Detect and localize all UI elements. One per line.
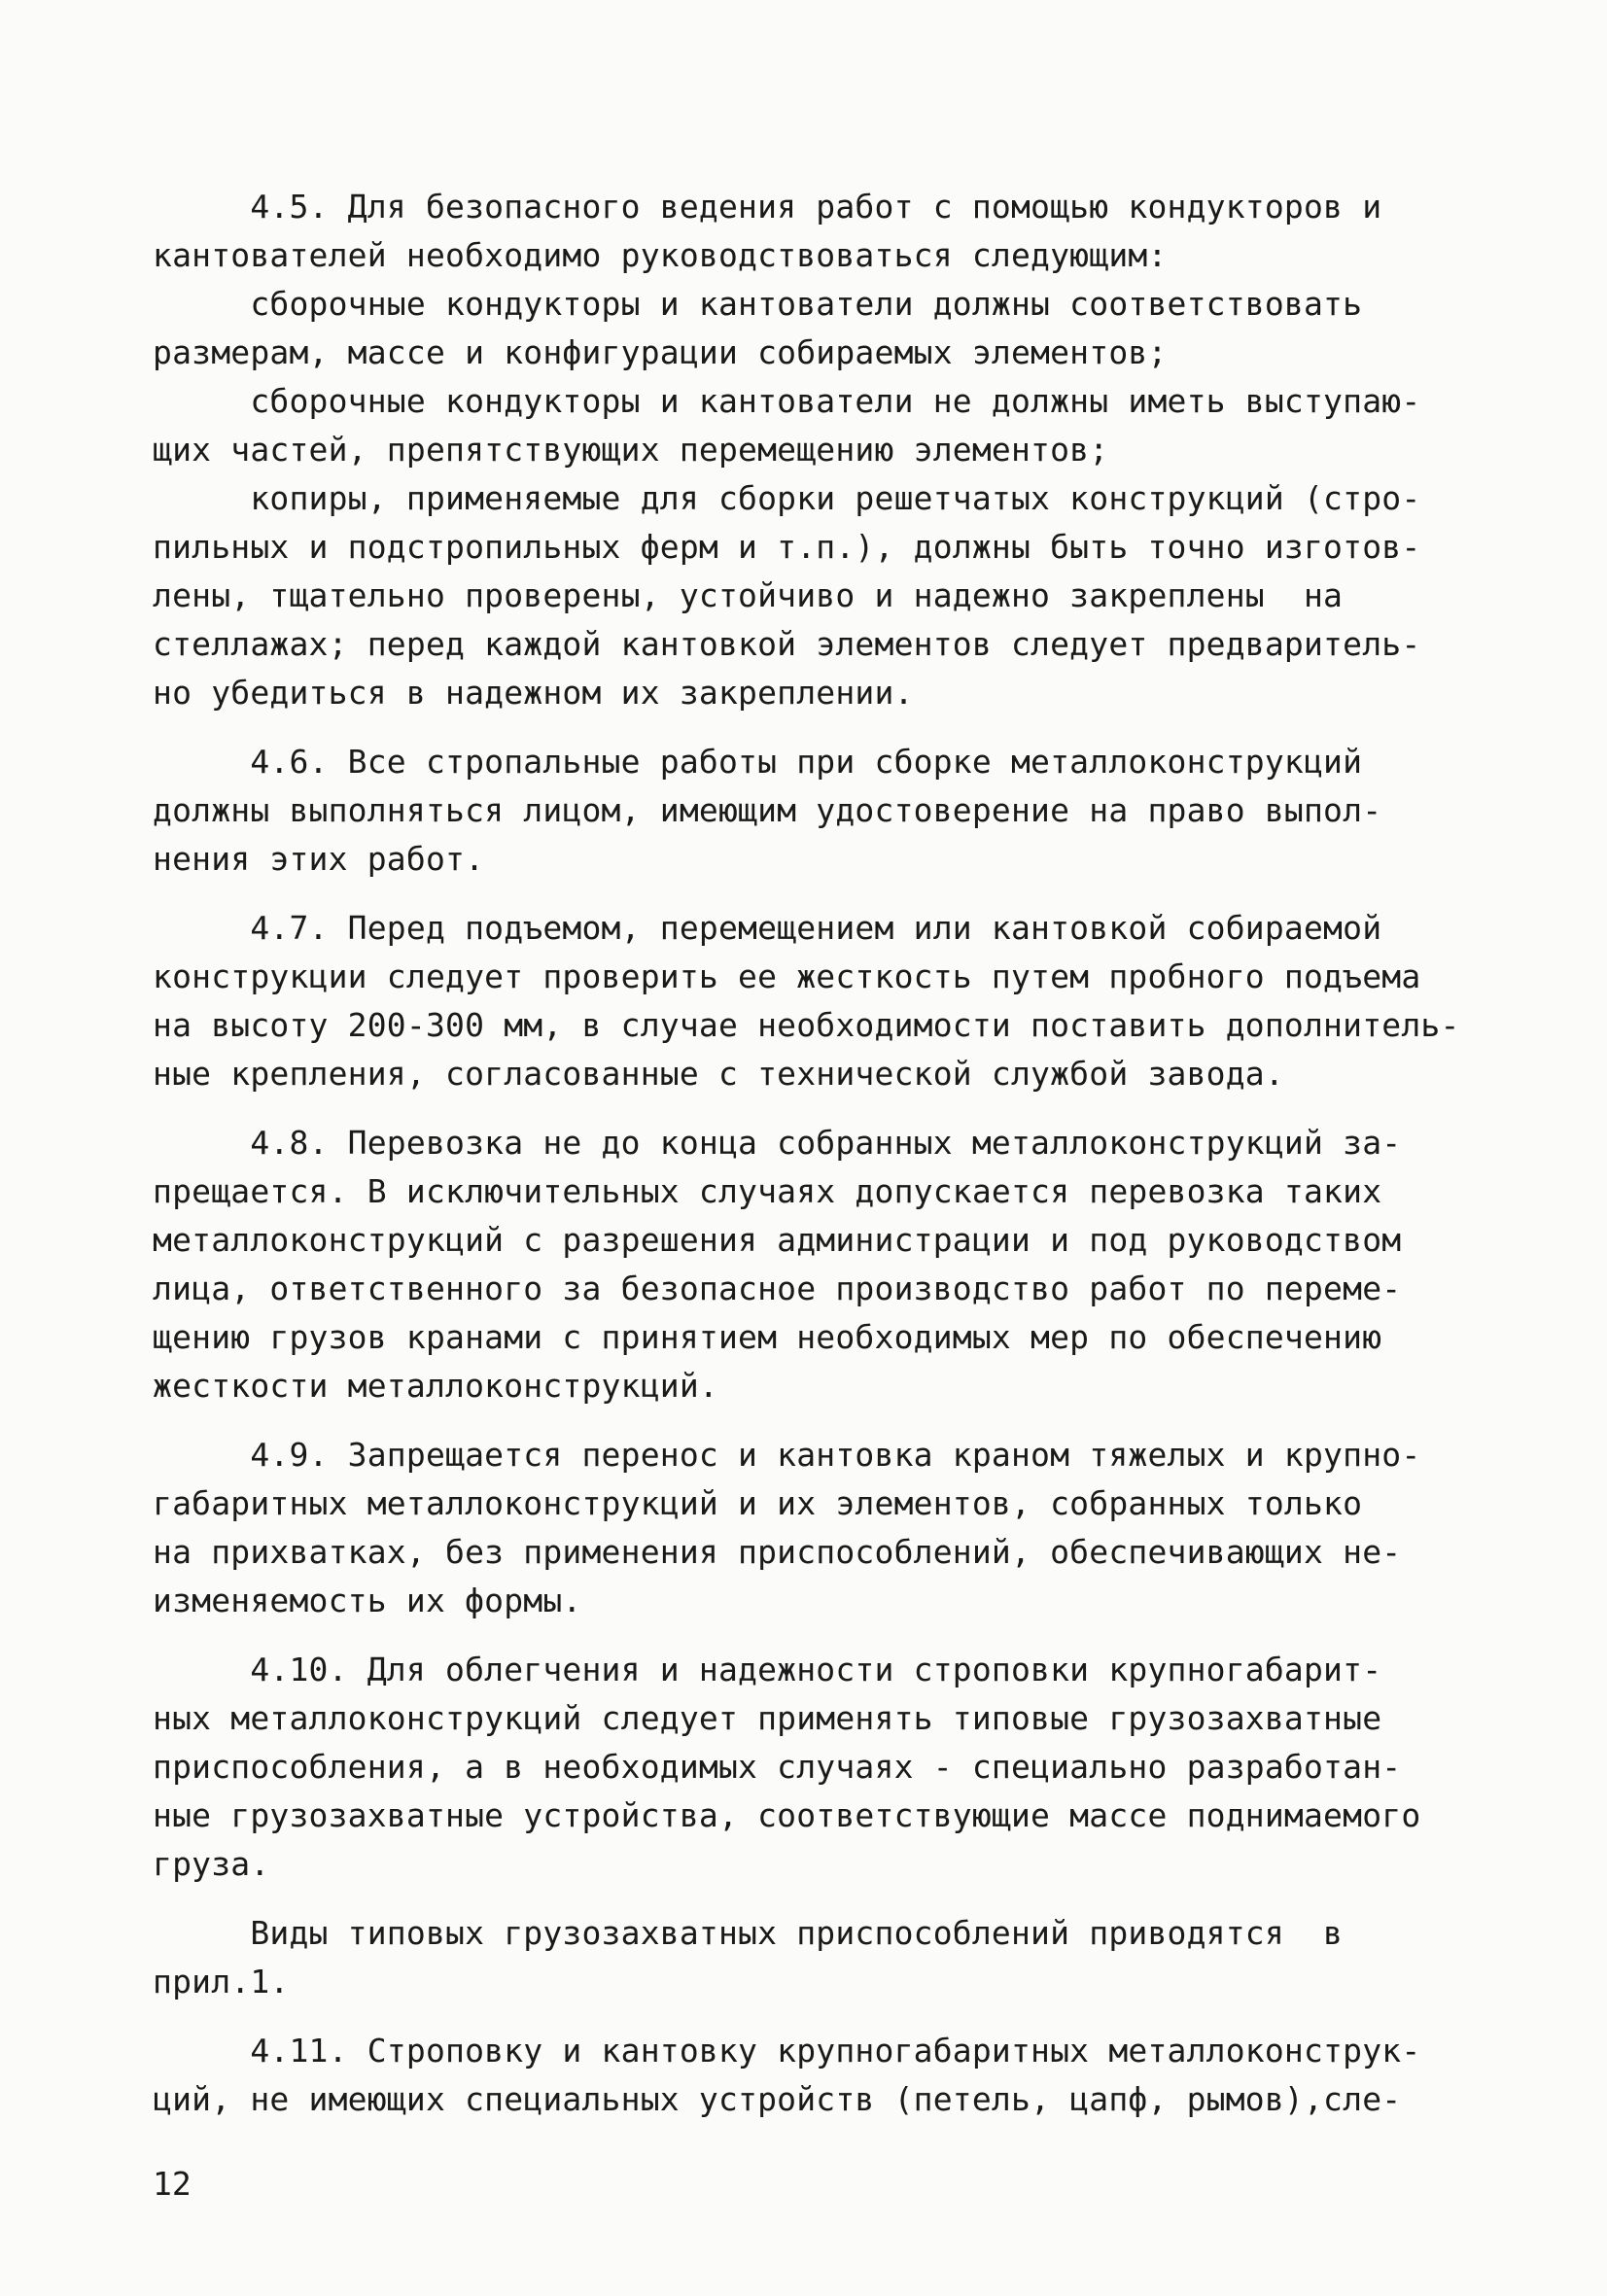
text-line: стеллажах; перед каждой кантовкой элементов следует предваритель- [153, 625, 1421, 663]
paragraph-4-11 [153, 2027, 1460, 2124]
text-line: изменяемость их формы. [153, 1582, 582, 1619]
text-line: нения этих работ. [153, 840, 485, 878]
text-line: габаритных металлоконструкций и их элементов, собранных только [153, 1484, 1363, 1522]
paragraph-types [153, 1909, 1460, 2006]
paragraph-4-5 [153, 183, 1460, 717]
text-line: на прихватках, без применения приспособлений, обеспечивающих не- [153, 1533, 1402, 1571]
text-line: кантователей необходимо руководствоваться следующим: [153, 236, 1168, 274]
text-line: Виды типовых грузозахватных приспособлений приводятся в [153, 1914, 1344, 1952]
text-line: лица, ответственного за безопасное производство работ по переме- [153, 1270, 1402, 1307]
text-line: копиры, применяемые для сборки решетчатых конструкций (стро- [153, 479, 1421, 517]
text-line: 4.5. Для безопасного ведения работ с помощью кондукторов и [153, 188, 1382, 226]
text-line: на высоту 200-300 мм, в случае необходимости поставить дополнитель- [153, 1006, 1460, 1044]
text-line: должны выполняться лицом, имеющим удостоверение на право выпол- [153, 791, 1382, 829]
text-line: щих частей, препятствующих перемещению элементов; [153, 431, 1109, 469]
text-line: 4.9. Запрещается перенос и кантовка краном тяжелых и крупно- [153, 1436, 1421, 1474]
text-line: сборочные кондукторы и кантователи должны соответствовать [153, 285, 1363, 323]
text-line: 4.10. Для облегчения и надежности строповки крупногабарит- [153, 1651, 1382, 1688]
text-line: ные грузозахватные устройства, соответствующие массе поднимаемого [153, 1796, 1421, 1834]
text-line: 4.7. Перед подъемом, перемещением или кантовкой собираемой [153, 909, 1382, 947]
text-line: металлоконструкций с разрешения администрации и под руководством [153, 1221, 1402, 1259]
text-line: приспособления, а в необходимых случаях - специально разработан- [153, 1748, 1402, 1786]
text-line: 4.6. Все стропальные работы при сборке металлоконструкций [153, 743, 1363, 781]
text-line: но убедиться в надежном их закреплении. [153, 674, 914, 712]
paragraph-4-6 [153, 738, 1460, 884]
text-line: размерам, массе и конфигурации собираемых элементов; [153, 333, 1168, 371]
text-line: ные крепления, согласованные с технической службой завода. [153, 1055, 1284, 1093]
text-line: сборочные кондукторы и кантователи не должны иметь выступаю- [153, 382, 1421, 420]
text-line: конструкции следует проверить ее жесткость путем пробного подъема [153, 957, 1421, 995]
text-line: щению грузов кранами с принятием необходимых мер по обеспечению [153, 1318, 1382, 1356]
paragraph-4-10 [153, 1646, 1460, 1889]
text-line: лены, тщательно проверены, устойчиво и надежно закреплены на [153, 576, 1344, 614]
paragraph-4-9 [153, 1431, 1460, 1625]
text-line: жесткости металлоконструкций. [153, 1367, 718, 1405]
text-line: пильных и подстропильных ферм и т.п.), должны быть точно изготов- [153, 528, 1421, 566]
text-line: прещается. В исключительных случаях допускается перевозка таких [153, 1172, 1382, 1210]
page-number: 12 [153, 2165, 192, 2203]
text-line: прил.1. [153, 1963, 290, 2000]
paragraph-4-8 [153, 1119, 1460, 1410]
body-text [153, 183, 1460, 2144]
text-line: 4.8. Перевозка не до конца собранных металлоконструкций за- [153, 1124, 1402, 1162]
text-line: 4.11. Строповку и кантовку крупногабаритных металлоконструк- [153, 2032, 1421, 2070]
paragraph-4-7 [153, 904, 1460, 1098]
text-line: груза. [153, 1845, 270, 1883]
text-line: ций, не имеющих специальных устройств (петель, цапф, рымов),сле- [153, 2080, 1402, 2118]
text-line: ных металлоконструкций следует применять типовые грузозахватные [153, 1699, 1382, 1737]
